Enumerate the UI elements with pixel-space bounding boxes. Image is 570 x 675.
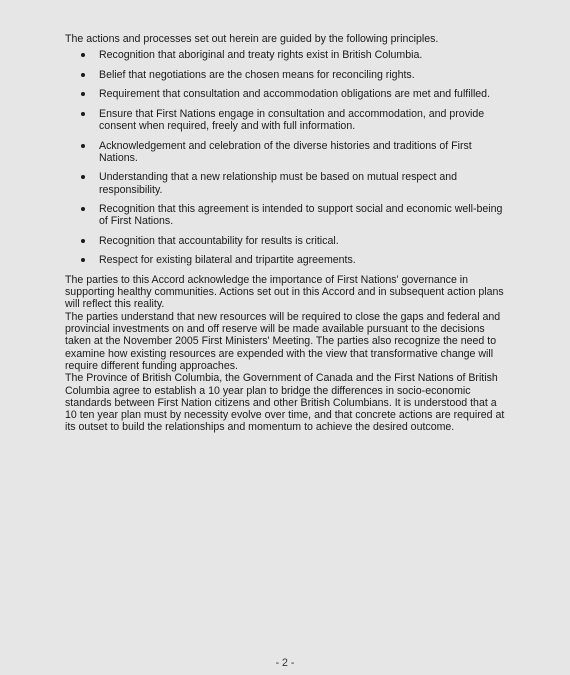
principle-item — [65, 140, 510, 165]
resources-paragraph: The parties understand that new resources will be required to close the gaps and federal and provincial investments on and off reserve will be made available pursuant to the decisions taken at the November 2005 First Ministers' Meeting. The parties also recognize the need to examine how existing resources are expended with the view that transformative change will require different funding approaches. — [65, 310, 501, 372]
bullet-icon — [81, 73, 85, 77]
bullet-icon — [81, 53, 85, 57]
bullet-icon — [81, 239, 85, 243]
principle-item — [65, 108, 510, 133]
document-body — [65, 33, 510, 434]
principle-text: Ensure that First Nations engage in consultation and accommodation, and provide consent when required, freely and with full information. — [99, 107, 485, 133]
bullet-icon — [81, 144, 85, 148]
principle-text: Recognition that aboriginal and treaty rights exist in British Columbia. — [99, 49, 423, 62]
principle-item — [65, 235, 510, 247]
bullet-icon — [81, 112, 85, 116]
principle-text: Acknowledgement and celebration of the diverse histories and traditions of First Nations. — [99, 139, 472, 164]
principle-item — [65, 69, 510, 81]
principle-item — [65, 203, 510, 228]
bullet-icon — [81, 175, 85, 179]
principle-item — [65, 49, 510, 61]
principle-text: Recognition that this agreement is intended to support social and economic well-being of First Nations. — [99, 203, 503, 228]
principles-list — [65, 49, 510, 266]
principles-intro: The actions and processes set out herein are guided by the following principles. — [65, 33, 439, 45]
bullet-icon — [81, 92, 85, 96]
principle-item — [65, 254, 510, 266]
page-number: - 2 - — [275, 657, 295, 669]
principle-text: Belief that negotiations are the chosen means for reconciling rights. — [99, 68, 415, 81]
bullet-icon — [81, 207, 85, 211]
governance-paragraph: The parties to this Accord acknowledge the importance of First Nations' governance in supporting healthy communities. Actions set out in this Accord and in subsequent action plans will reflect this reality. — [65, 273, 504, 311]
bullet-icon — [81, 258, 85, 262]
principle-text: Requirement that consultation and accommodation obligations are met and fulfilled. — [99, 88, 491, 101]
principle-text: Respect for existing bilateral and tripartite agreements. — [99, 254, 356, 267]
principle-text: Understanding that a new relationship must be based on mutual respect and responsibility. — [99, 171, 458, 196]
principle-item — [65, 88, 510, 100]
principle-text: Recognition that accountability for results is critical. — [99, 234, 339, 247]
ten-year-plan-paragraph: The Province of British Columbia, the Government of Canada and the First Nations of British Columbia agree to establish a 10 year plan to bridge the differences in socio-economic standards between First Nation citizens and other British Columbians. It is understood that a 10 ten year plan must by necessity evolve over time, and that concrete actions are required at its outset to build the relationships and momentum to achieve the desired outcome. — [65, 372, 505, 434]
principle-item — [65, 171, 510, 196]
